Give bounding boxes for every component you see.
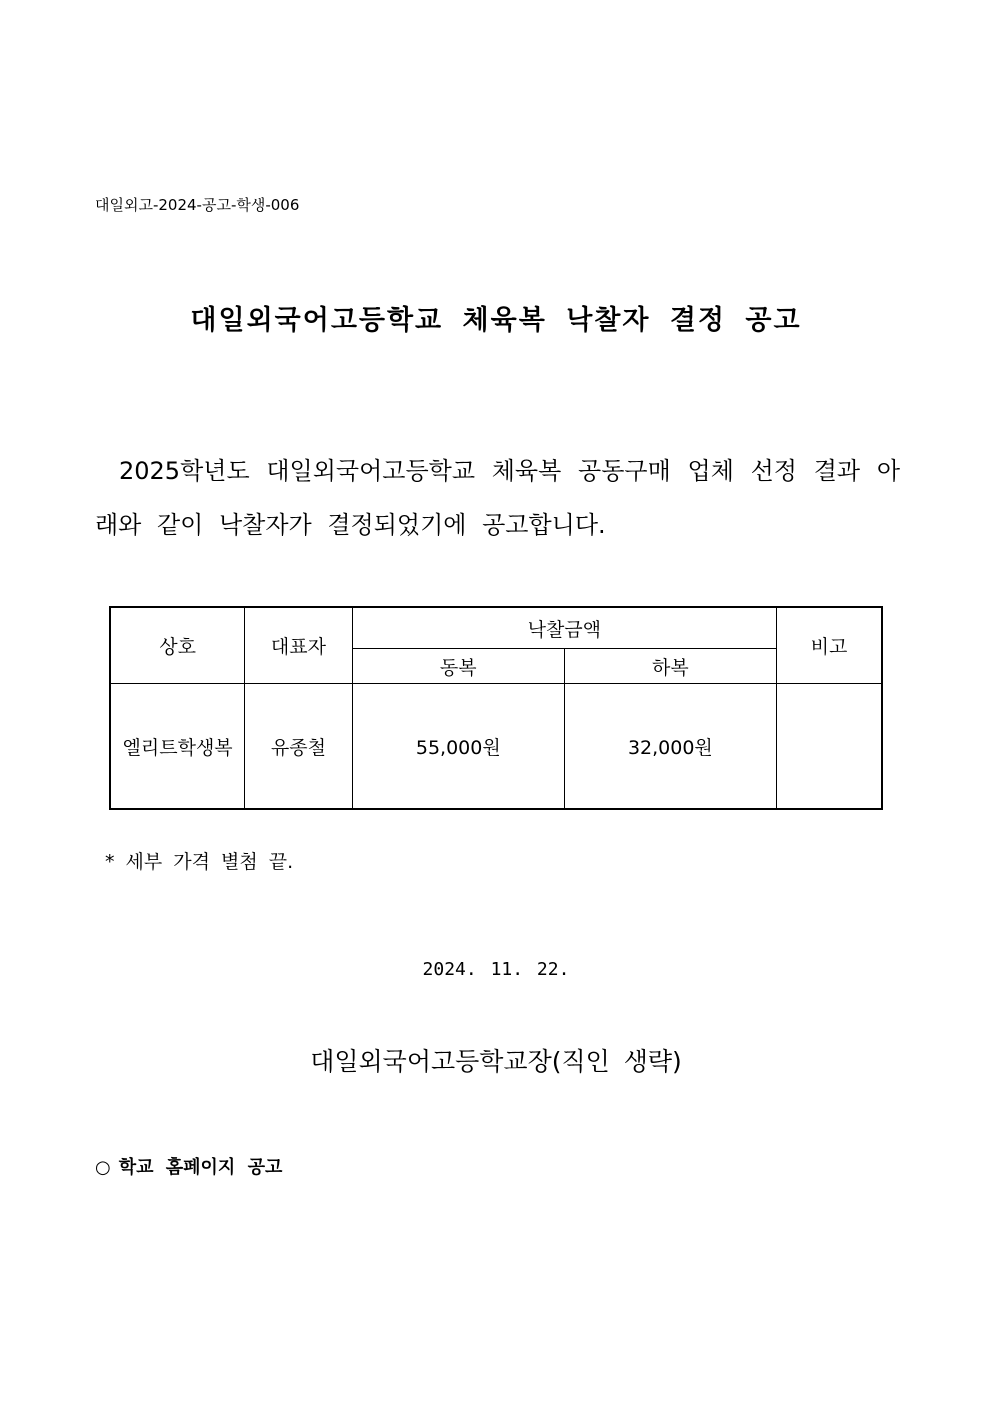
header-summer: 하복 [564, 649, 776, 684]
announcement-date: 2024. 11. 22. [422, 959, 570, 980]
principal-signature: 대일외국어고등학교장(직인 생략) [310, 1047, 682, 1076]
cell-representative: 유종철 [245, 684, 353, 810]
bid-result-table [109, 606, 883, 810]
cell-summer-price: 32,000원 [564, 684, 776, 810]
header-remarks: 비고 [776, 607, 882, 684]
table-header-row [110, 607, 882, 649]
header-representative: 대표자 [245, 607, 353, 684]
cell-company: 엘리트학생복 [110, 684, 245, 810]
cell-remarks [776, 684, 882, 810]
header-winter: 동복 [352, 649, 564, 684]
posting-note-text: 학교 홈페이지 공고 [118, 1157, 283, 1178]
announcement-line-1: 2025학년도 대일외국어고등학교 체육복 공동구매 업체 선정 결과 아 [119, 457, 900, 485]
page-title: 대일외국어고등학교 체육복 낙찰자 결정 공고 [190, 305, 802, 336]
announcement-body [95, 444, 900, 552]
document-number: 대일외고-2024-공고-학생-006 [95, 196, 300, 214]
circle-bullet-icon: ○ [95, 1157, 111, 1178]
table-row [110, 684, 882, 810]
header-company: 상호 [110, 607, 245, 684]
cell-winter-price: 55,000원 [352, 684, 564, 810]
header-bid-amount: 낙찰금액 [352, 607, 776, 649]
footnote: * 세부 가격 별첨 끝. [105, 851, 294, 873]
announcement-line-2: 래와 같이 낙찰자가 결정되었기에 공고합니다. [95, 511, 606, 539]
posting-note [95, 1153, 282, 1179]
